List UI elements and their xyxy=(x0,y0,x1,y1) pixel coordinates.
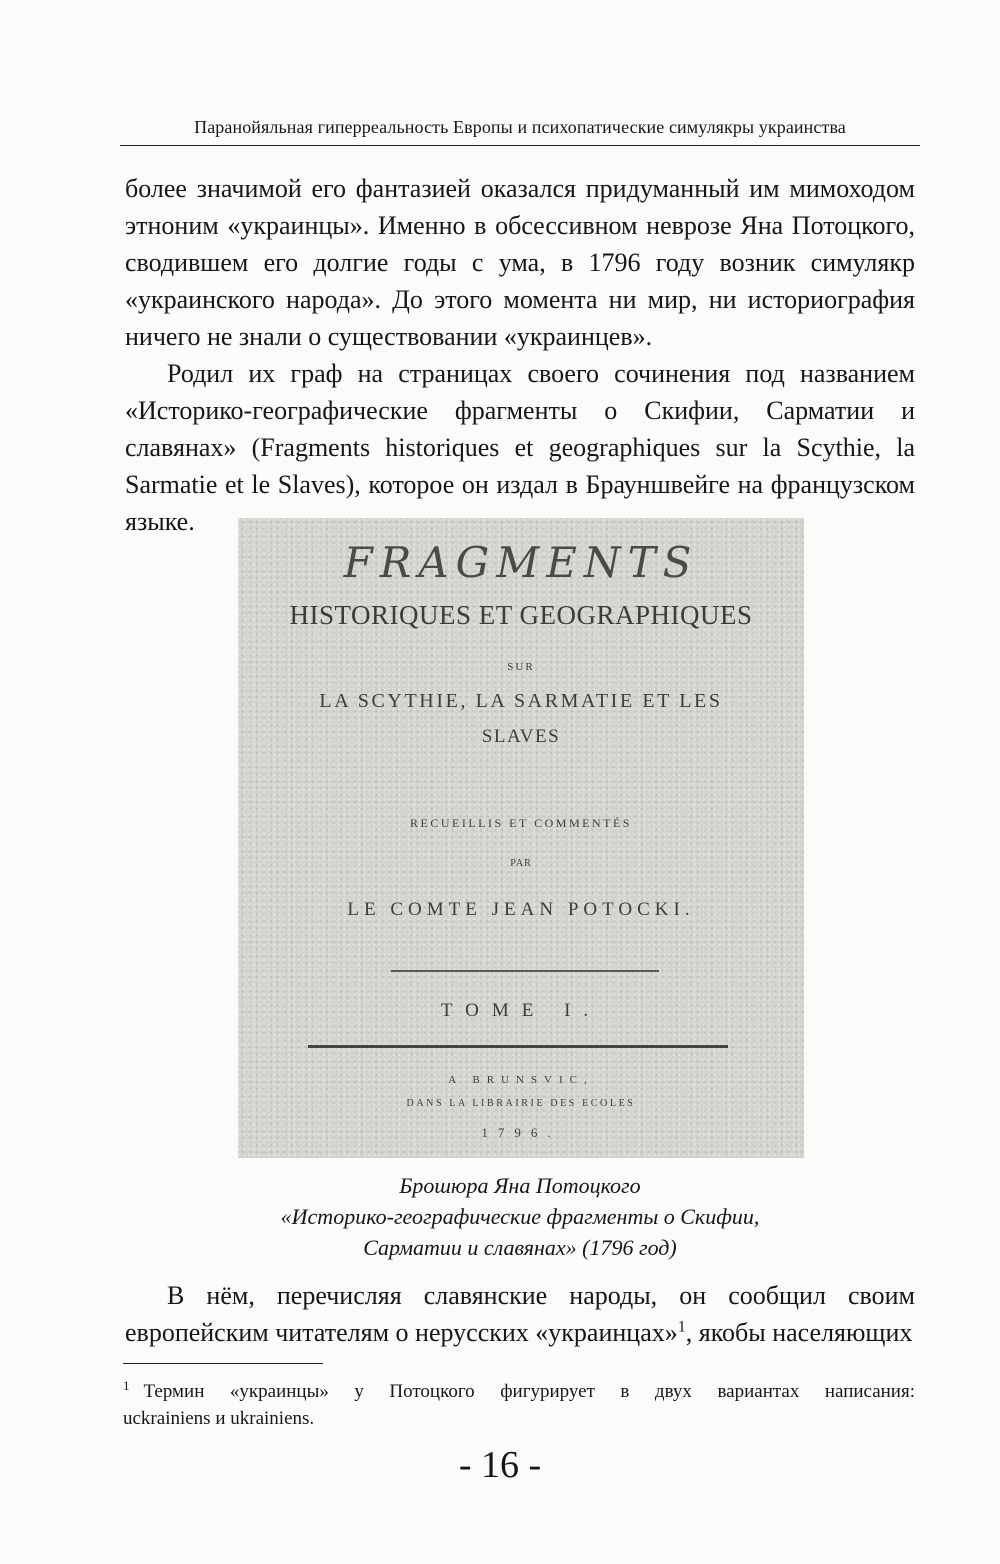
running-head-rule xyxy=(120,145,920,146)
illustration-year: 1796. xyxy=(481,1125,561,1140)
title-page-illustration xyxy=(238,518,804,1158)
illustration-recueillis: RECUEILLIS ET COMMENTÉS xyxy=(410,816,632,830)
footnote xyxy=(123,1378,915,1432)
running-head: Паранойяльная гиперреальность Европы и психопатические симулякры украинства xyxy=(194,117,846,137)
paragraph-3-text: В нём, перечисляя славянские народы, он сообщил своим европейским читателям о нерусских «украинцах» xyxy=(125,1281,915,1347)
page-number: - 16 - xyxy=(458,1444,542,1486)
illustration-tome: TOME I. xyxy=(440,1000,602,1021)
illustration-slaves-line: SLAVES xyxy=(481,726,561,747)
figure-caption-line-2: «Историко-географические фрагменты о Скифии, xyxy=(280,1204,760,1229)
paragraph-1: более значимой его фантазией оказался придуманный им мимоходом этноним «украинцы». Именно в обсессивном неврозе Яна Потоцкого, сводившем его долгие годы с ума, в 1796 году возник симулякр «украинского народа». До этого момента ни мир, ни историография ничего не знали о существовании «украинцев». xyxy=(125,174,915,351)
paragraph-3 xyxy=(125,1277,915,1351)
illustration-city: A BRUNSVIC, xyxy=(448,1074,594,1086)
illustration-sur: SUR xyxy=(507,661,535,673)
footnote-text-1: Термин «украинцы» у Потоцкого фигурирует в двух вариантах написания: xyxy=(143,1381,915,1402)
footnote-reference[interactable]: 1 xyxy=(677,1318,686,1336)
footnote-line-1 xyxy=(123,1378,915,1405)
illustration-author: LE COMTE JEAN POTOCKI. xyxy=(347,899,695,920)
footnote-mark: 1 xyxy=(123,1377,130,1393)
illustration-subtitle: HISTORIQUES ET GEOGRAPHIQUES xyxy=(289,600,753,630)
figure-caption-line-3: Сарматии и славянах» (1796 год) xyxy=(363,1235,677,1260)
illustration-scythie-line: LA SCYTHIE, LA SARMATIE ET LES xyxy=(319,690,723,712)
illustration-title: FRAGMENTS xyxy=(343,538,699,587)
illustration-par: PAR xyxy=(510,858,532,869)
footnote-text-2: uckrainiens и ukrainiens. xyxy=(123,1408,315,1429)
illustration-rule-short xyxy=(391,970,659,972)
illustration-rule-long xyxy=(308,1045,728,1048)
paragraph-2: Родил их граф на страницах своего сочинения под названием «Историко-географические фрагменты о Скифии, Сарматии и славянах» (Fragments historiques et geographiques sur la Scythie, la Sarmatie et le Slaves), которое он издал в Брауншвейге на французском языке. xyxy=(125,359,915,536)
illustration-publisher: DANS LA LIBRAIRIE DES ECOLES xyxy=(406,1098,636,1109)
paragraph-3-text-end: , якобы населяющих xyxy=(685,1318,913,1347)
figure-caption-line-1: Брошюра Яна Потоцкого xyxy=(399,1173,641,1198)
footnote-separator xyxy=(123,1363,323,1364)
